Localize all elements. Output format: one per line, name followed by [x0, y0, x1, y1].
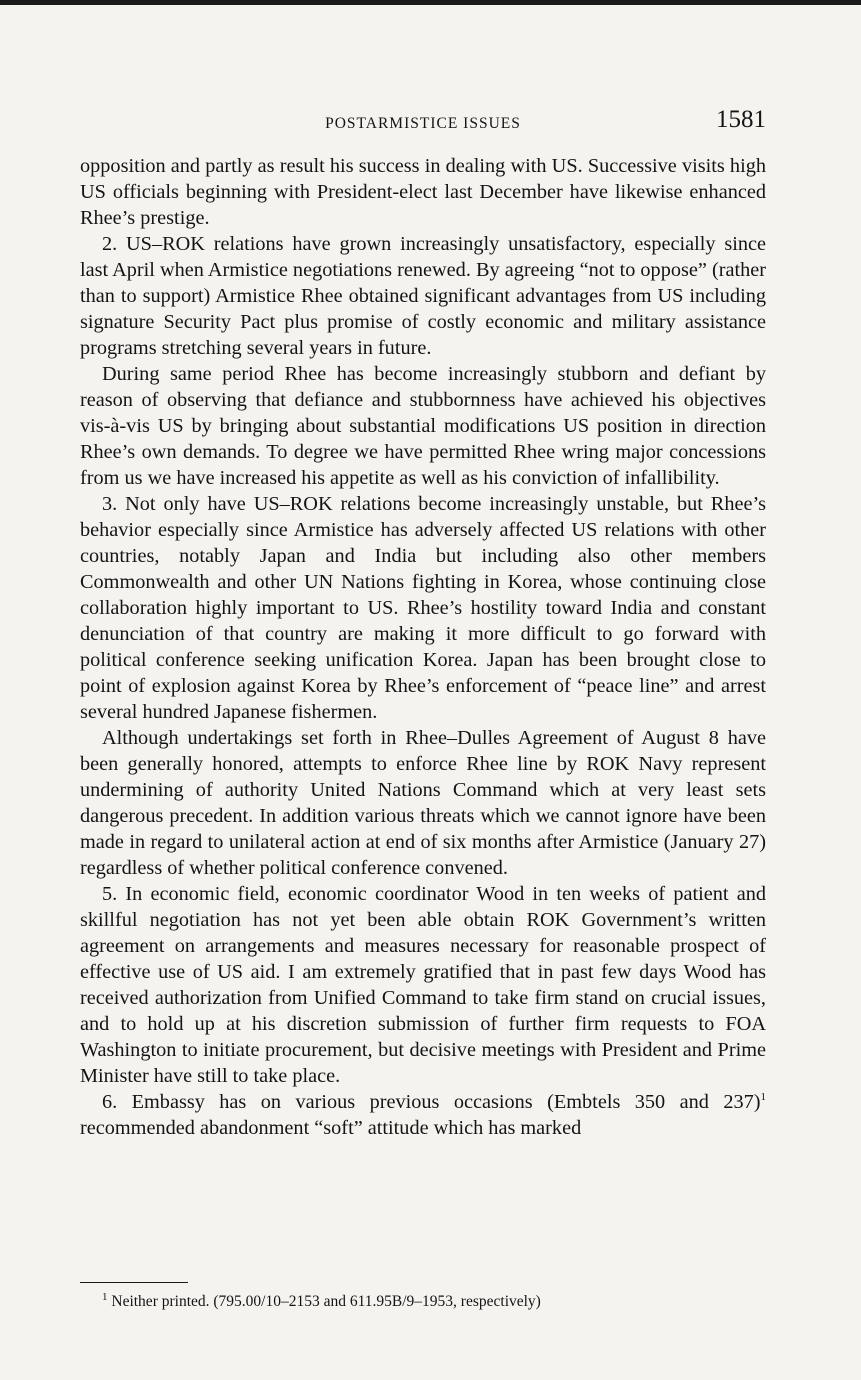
- paragraph-6: [80, 1089, 766, 1141]
- footnote-ref-marker: 1: [760, 1091, 766, 1104]
- running-head: POSTARMISTICE ISSUES: [325, 115, 521, 132]
- paragraph-6-text-end: recommended abandonment “soft” attitude which has marked: [80, 1117, 582, 1139]
- page-number: 1581: [716, 106, 766, 133]
- paragraph-6-text: 6. Embassy has on various previous occasions (Embtels 350 and 237): [102, 1091, 761, 1113]
- paragraph-2-continued: During same period Rhee has become increasingly stubborn and defiant by reason of observing that defiance and stubbornness have achieved his objectives vis-à-vis US by bringing about substantial modifications US position in direction Rhee’s own demands. To degree we have permitted Rhee wring major concessions from us we have increased his appetite as well as his conviction of infallibility.: [80, 363, 766, 489]
- top-edge-rule: [0, 0, 861, 5]
- body-text: [80, 153, 766, 1141]
- footnote: [102, 1292, 541, 1312]
- footnote-rule: [80, 1282, 188, 1283]
- paragraph-3: 3. Not only have US–ROK relations become increasingly unstable, but Rhee’s behavior especially since Armistice has adversely affected US relations with other countries, notably Japan and India but including also other members Commonwealth and other UN Nations fighting in Korea, whose continuing close collaboration highly important to US. Rhee’s hostility toward India and constant denunciation of that country are making it more difficult to go forward with political conference seeking unification Korea. Japan has been brought close to point of explosion against Korea by Rhee’s enforcement of “peace line” and arrest several hundred Japanese fishermen.: [80, 493, 766, 723]
- paragraph-5: 5. In economic field, economic coordinator Wood in ten weeks of patient and skillful negotiation has not yet been able obtain ROK Government’s written agreement on arrangements and measures necessary for reasonable prospect of effective use of US aid. I am extremely gratified that in past few days Wood has received authorization from Unified Command to take firm stand on crucial issues, and to hold up at his discretion submission of further firm requests to FOA Washington to initiate procurement, but decisive meetings with President and Prime Minister have still to take place.: [80, 883, 766, 1087]
- page-header: [80, 106, 766, 138]
- paragraph-2: 2. US–ROK relations have grown increasingly unsatisfactory, especially since last April when Armistice negotiations renewed. By agreeing “not to oppose” (rather than to support) Armistice Rhee obtained significant advantages from US including signature Security Pact plus promise of costly economic and military assistance programs stretching several years in future.: [80, 233, 766, 359]
- footnote-text: Neither printed. (795.00/10–2153 and 611.95B/9–1953, respectively): [107, 1293, 541, 1310]
- paragraph-3-continued: Although undertakings set forth in Rhee–Dulles Agreement of August 8 have been generally honored, attempts to enforce Rhee line by ROK Navy represent undermining of authority United Nations Command which at very least sets dangerous precedent. In addition various threats which we cannot ignore have been made in regard to unilateral action at end of six months after Armistice (January 27) regardless of whether political conference convened.: [80, 727, 766, 879]
- footnote-marker: 1: [102, 1290, 108, 1303]
- paragraph-continued: opposition and partly as result his success in dealing with US. Successive visits high US officials beginning with President-elect last December have likewise enhanced Rhee’s prestige.: [80, 155, 766, 229]
